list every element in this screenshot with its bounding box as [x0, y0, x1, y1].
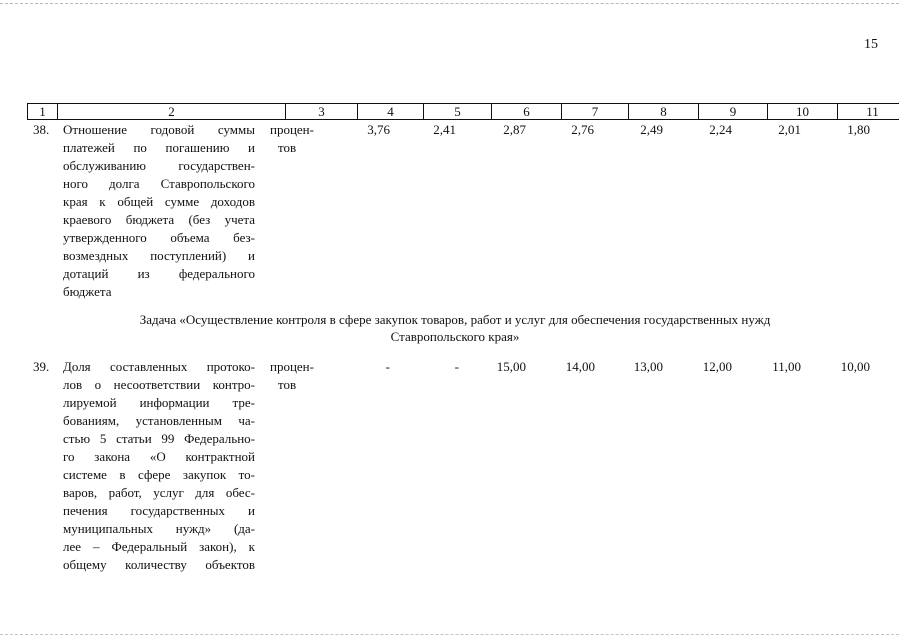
row-number: 39.: [33, 359, 50, 374]
value-cell: 2,49: [640, 122, 663, 137]
description-line: лов о несоответствии контро-: [63, 377, 255, 392]
header-cell: 2: [58, 104, 286, 120]
header-cell: 9: [699, 104, 768, 120]
row-unit: [270, 358, 330, 394]
header-cell: 5: [424, 104, 492, 120]
value-cell: 2,87: [503, 122, 526, 137]
description-line: обслуживанию государствен-: [63, 158, 255, 173]
value-cell: 12,00: [702, 359, 732, 374]
header-cell: 1: [28, 104, 58, 120]
description-line: края к общей сумме доходов: [63, 194, 255, 209]
value-cell: 15,00: [496, 359, 526, 374]
value-cell: 3,76: [367, 122, 390, 137]
description-line: утвержденного объема без-: [63, 230, 255, 245]
row-description: [63, 121, 255, 301]
row-unit: [270, 121, 330, 157]
description-line: муниципальных нужд» (да-: [63, 521, 255, 536]
value-cell: 14,00: [565, 359, 595, 374]
description-line: Отношение годовой суммы: [63, 122, 255, 137]
description-line: варов, работ, услуг для обес-: [63, 485, 255, 500]
value-cell: 2,24: [709, 122, 732, 137]
value-cell: 2,76: [571, 122, 594, 137]
value-cell: 13,00: [633, 359, 663, 374]
header-cell: 8: [629, 104, 699, 120]
description-line: системе в сфере закупок то-: [63, 467, 255, 482]
description-line: возмездных поступлений) и: [63, 248, 255, 263]
description-line: платежей по погашению и: [63, 140, 255, 155]
page-number: 15: [864, 37, 878, 52]
scan-edge-top: [0, 3, 899, 4]
description-line: ного долга Ставропольского: [63, 176, 255, 191]
header-cell: 4: [358, 104, 424, 120]
header-cell: 3: [286, 104, 358, 120]
column-number-header: [27, 103, 899, 120]
value-cell: 10,00: [840, 359, 870, 374]
value-cell: -: [385, 359, 390, 374]
unit-line: тов: [278, 377, 297, 392]
value-cell: 2,41: [433, 122, 456, 137]
value-cell: 11,00: [772, 359, 801, 374]
description-line: краевого бюджета (без учета: [63, 212, 255, 227]
scan-edge-bottom: [0, 634, 899, 635]
value-cell: 2,01: [778, 122, 801, 137]
row-number: 38.: [33, 122, 50, 137]
description-line: лее – Федеральный закон), к: [63, 539, 255, 554]
task-heading-line: Ставропольского края»: [390, 329, 520, 344]
description-line: го закона «О контрактной: [63, 449, 255, 464]
header-cell: 10: [768, 104, 838, 120]
header-row: [28, 104, 899, 120]
unit-line: процен-: [270, 359, 314, 374]
description-line: дотаций из федерального: [63, 266, 255, 281]
unit-line: процен-: [270, 122, 314, 137]
description-line: бюджета: [63, 284, 112, 299]
header-cell: 7: [562, 104, 629, 120]
unit-line: тов: [278, 140, 297, 155]
header-cell: 11: [838, 104, 899, 120]
row-description: [63, 358, 255, 574]
task-heading: [60, 311, 850, 345]
value-cell: -: [454, 359, 459, 374]
value-cell: 1,80: [847, 122, 870, 137]
description-line: Доля составленных протоко-: [63, 359, 255, 374]
description-line: бованиям, установленным ча-: [63, 413, 255, 428]
description-line: стью 5 статьи 99 Федерально-: [63, 431, 255, 446]
task-heading-line: Задача «Осуществление контроля в сфере закупок товаров, работ и услуг для обеспечения государственных нужд: [139, 312, 771, 327]
description-line: лируемой информации тре-: [63, 395, 255, 410]
description-line: печения государственных и: [63, 503, 255, 518]
description-line: общему количеству объектов: [63, 557, 255, 572]
header-cell: 6: [492, 104, 562, 120]
